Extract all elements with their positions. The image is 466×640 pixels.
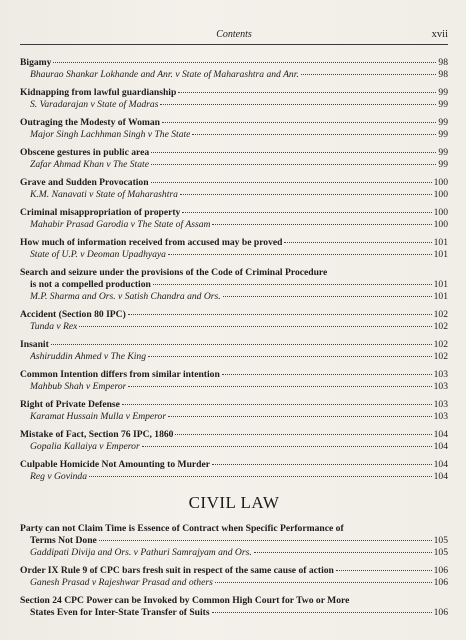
dot-leader [99, 539, 432, 541]
case-page: 99 [438, 99, 448, 110]
case-citation[interactable]: S. Varadarajan v State of Madras [30, 99, 159, 110]
toc-line [20, 369, 448, 381]
toc-line [20, 309, 448, 321]
toc-line [20, 351, 448, 363]
toc-line [20, 535, 448, 547]
entry-heading-line2[interactable]: Terms Not Done [30, 535, 97, 546]
entry-heading[interactable]: How much of information received from accused may be proved [20, 237, 283, 248]
entry-page: 100 [433, 207, 448, 218]
entry-page: 101 [433, 237, 448, 248]
entry-heading[interactable]: Grave and Sudden Provocation [20, 177, 149, 188]
entry-heading[interactable]: Obscene gestures in public area [20, 147, 150, 158]
case-page: 105 [433, 547, 448, 558]
toc-entry [20, 309, 448, 333]
toc-line [20, 279, 448, 291]
toc-entry [20, 237, 448, 261]
case-citation[interactable]: Zafar Ahmad Khan v The State [30, 159, 149, 170]
toc-entry [20, 207, 448, 231]
dot-leader [128, 313, 432, 315]
entry-page: 99 [438, 117, 448, 128]
toc-entry-multiline [20, 595, 448, 619]
toc-line [20, 321, 448, 333]
dot-leader [192, 133, 436, 135]
toc-line [20, 441, 448, 453]
case-citation[interactable]: Major Singh Lachhman Singh v The State [30, 129, 191, 140]
entry-heading[interactable]: Accident (Section 80 IPC) [20, 309, 126, 320]
toc-entry [20, 429, 448, 453]
entry-page: 103 [433, 369, 448, 380]
toc-line [20, 339, 448, 351]
entry-heading[interactable]: Right of Private Defense [20, 399, 120, 410]
dot-leader [175, 433, 431, 435]
case-citation[interactable]: Tunda v Rex [30, 321, 78, 332]
toc-entry [20, 459, 448, 483]
entry-heading[interactable]: Insanit [20, 339, 49, 350]
entry-heading[interactable]: Bigamy [20, 57, 52, 68]
toc-line [20, 87, 448, 99]
entry-heading[interactable]: Kidnapping from lawful guardianship [20, 87, 177, 98]
toc-entry [20, 87, 448, 111]
toc-line [20, 547, 448, 559]
case-page: 104 [433, 441, 448, 452]
dot-leader [223, 295, 432, 297]
dot-leader [168, 253, 432, 255]
dot-leader [160, 103, 436, 105]
toc-line [20, 607, 448, 619]
entry-heading[interactable]: Outraging the Modesty of Woman [20, 117, 160, 128]
dot-leader [222, 373, 432, 375]
toc-line [20, 117, 448, 129]
case-citation[interactable]: State of U.P. v Deoman Upadhyaya [30, 249, 166, 260]
entry-heading[interactable]: Culpable Homicide Not Amounting to Murder [20, 459, 211, 470]
case-page: 99 [438, 129, 448, 140]
page-header [20, 0, 448, 45]
toc-entry [20, 147, 448, 171]
case-citation[interactable]: Bhaurao Shankar Lokhande and Anr. v State of Maharashtra and Anr. [30, 69, 299, 80]
entry-page: 104 [433, 459, 448, 470]
case-page: 101 [433, 291, 448, 302]
dot-leader [79, 325, 431, 327]
dot-leader [148, 355, 432, 357]
case-page: 106 [433, 577, 448, 588]
toc-entry [20, 177, 448, 201]
dot-leader [51, 343, 432, 345]
toc-entry [20, 339, 448, 363]
dot-leader [212, 463, 432, 465]
case-citation[interactable]: K.M. Nanavati v State of Maharashtra [30, 189, 178, 200]
dot-leader [151, 163, 436, 165]
toc-entry-multiline [20, 523, 448, 559]
entry-page: 105 [433, 535, 448, 546]
toc-line [20, 577, 448, 589]
section-title-civil-law: CIVIL LAW [188, 493, 280, 512]
dot-leader [151, 181, 432, 183]
toc-line [20, 69, 448, 81]
entry-page: 99 [438, 87, 448, 98]
dot-leader [336, 569, 432, 571]
case-page: 100 [433, 219, 448, 230]
dot-leader [142, 445, 432, 447]
toc-line [20, 177, 448, 189]
case-page: 101 [433, 249, 448, 260]
case-page: 103 [433, 411, 448, 422]
toc-line [20, 147, 448, 159]
toc-line [20, 219, 448, 231]
entry-heading-line1[interactable]: Party can not Claim Time is Essence of Contract when Specific Performance of [20, 523, 344, 534]
dot-leader [128, 385, 431, 387]
dot-leader [122, 403, 432, 405]
dot-leader [215, 581, 432, 583]
toc-line [20, 99, 448, 111]
entry-page: 101 [433, 279, 448, 290]
entry-page: 98 [438, 57, 448, 68]
toc-line [20, 129, 448, 141]
dot-leader [254, 551, 432, 553]
running-title: Contents [216, 29, 252, 40]
entry-heading[interactable]: Order IX Rule 9 of CPC bars fresh suit in respect of the same cause of action [20, 565, 334, 576]
toc-line [20, 399, 448, 411]
toc-entry-multiline [20, 267, 448, 303]
toc-line [20, 249, 448, 261]
entry-page: 104 [433, 429, 448, 440]
case-page: 98 [438, 69, 448, 80]
entry-heading-line1[interactable]: Section 24 CPC Power can be Invoked by Common High Court for Two or More [20, 595, 350, 606]
entry-heading-line1[interactable]: Search and seizure under the provisions of the Code of Criminal Procedure [20, 267, 328, 278]
dot-leader [180, 193, 432, 195]
dot-leader [89, 475, 432, 477]
entry-heading-line2[interactable]: is not a compelled production [30, 279, 151, 290]
case-page: 102 [433, 321, 448, 332]
toc-line [20, 459, 448, 471]
toc-entry [20, 57, 448, 81]
toc-line [20, 207, 448, 219]
dot-leader [212, 223, 431, 225]
toc-entry [20, 399, 448, 423]
dot-leader [151, 151, 436, 153]
toc-line [20, 291, 448, 303]
case-citation[interactable]: Mahbub Shah v Emperor [30, 381, 127, 392]
dot-leader [168, 415, 432, 417]
case-citation[interactable]: Gopalia Kallaiya v Emperor [30, 441, 140, 452]
toc-line [20, 57, 448, 69]
case-citation[interactable]: Reg v Govinda [30, 471, 88, 482]
case-citation[interactable]: Mahabir Prasad Garodia v The State of Assam [30, 219, 211, 230]
dot-leader [301, 73, 437, 75]
dot-leader [153, 283, 432, 285]
dot-leader [212, 611, 432, 613]
toc-line [20, 189, 448, 201]
dot-leader [53, 61, 436, 63]
toc-entry [20, 565, 448, 589]
entry-page: 102 [433, 339, 448, 350]
case-page: 103 [433, 381, 448, 392]
toc-line [20, 471, 448, 483]
case-citation[interactable]: Ashiruddin Ahmed v The King [30, 351, 147, 362]
toc-entry [20, 117, 448, 141]
toc-line [20, 159, 448, 171]
entry-page: 100 [433, 177, 448, 188]
case-page: 99 [438, 159, 448, 170]
case-citation[interactable]: M.P. Sharma and Ors. v Satish Chandra and Ors. [30, 291, 221, 302]
dot-leader [162, 121, 436, 123]
toc-line [20, 565, 448, 577]
toc-line [20, 429, 448, 441]
entry-heading[interactable]: Mistake of Fact, Section 76 IPC, 1860 [20, 429, 174, 440]
entry-page: 106 [433, 565, 448, 576]
case-citation[interactable]: Karamat Hussain Mulla v Emperor [30, 411, 167, 422]
page-number: xvii [431, 29, 448, 40]
case-citation[interactable]: Gaddipati Divija and Ors. v Pathuri Samrajyam and Ors. [30, 547, 252, 558]
case-page: 100 [433, 189, 448, 200]
toc-line [20, 411, 448, 423]
case-citation[interactable]: Ganesh Prasad v Rajeshwar Prasad and others [30, 577, 213, 588]
entry-heading[interactable]: Common Intention differs from similar intention [20, 369, 220, 380]
entry-page: 102 [433, 309, 448, 320]
toc-line [20, 381, 448, 393]
toc-entry [20, 369, 448, 393]
case-page: 104 [433, 471, 448, 482]
entry-heading-line2[interactable]: States Even for Inter-State Transfer of Suits [30, 607, 210, 618]
case-page: 102 [433, 351, 448, 362]
entry-page: 99 [438, 147, 448, 158]
entry-page: 103 [433, 399, 448, 410]
entry-heading[interactable]: Criminal misappropriation of property [20, 207, 181, 218]
entry-page: 106 [433, 607, 448, 618]
toc-line [20, 237, 448, 249]
toc-list [20, 45, 448, 619]
dot-leader [178, 91, 436, 93]
dot-leader [182, 211, 431, 213]
dot-leader [284, 241, 431, 243]
